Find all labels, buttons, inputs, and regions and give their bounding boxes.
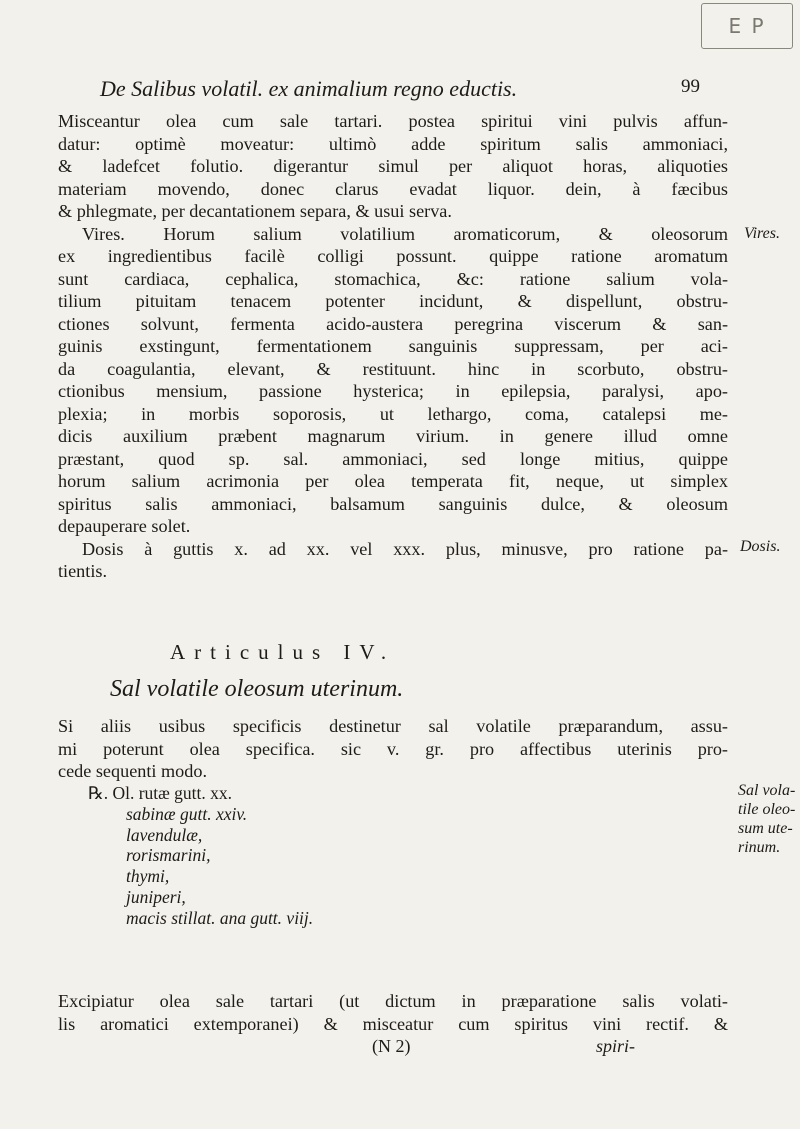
recipe-item: rorismarini,: [126, 845, 211, 866]
text-line: tilium pituitam tenacem potenter incidunt, & dispellunt, obstru-: [58, 291, 728, 311]
text-line: ex ingredientibus facilè colligi possunt. quippe ratione aromatum: [58, 246, 728, 266]
text-line: Excipiatur olea sale tartari (ut dictum in præparatione salis volati-: [58, 991, 728, 1011]
recipe-item: thymi,: [126, 866, 170, 887]
recipe-item: juniperi,: [126, 886, 186, 907]
text-line: ctionibus mensium, passione hysterica; in epilepsia, paralysi, apo-: [58, 381, 728, 401]
running-title: De Salibus volatil. ex animalium regno eductis.: [100, 76, 518, 101]
text-line: spiritus salis ammoniaci, balsamum sanguinis dulce, & oleosum: [58, 493, 728, 514]
text-line: depauperare solet.: [58, 516, 191, 536]
text-line: Misceantur olea cum sale tartari. postea spiritui vini pulvis affun-: [58, 111, 728, 131]
text-line: & phlegmate, per decantationem separa, & usui serva.: [58, 201, 452, 221]
margin-note-vires: Vires.: [744, 225, 780, 242]
signature-mark: (N 2): [372, 1036, 411, 1056]
text-line: plexia; in morbis soporosis, ut lethargo, coma, catalepsi me-: [58, 403, 728, 424]
text-line: guinis exstingunt, fermentationem sanguinis suppressam, per aci-: [58, 336, 728, 356]
text-line: materiam movendo, donec clarus evadat liquor. dein, à fæcibus: [58, 178, 728, 199]
text-line: præstant, quod sp. sal. ammoniaci, sed longe mitius, quippe: [58, 448, 728, 469]
text-block-3: [58, 990, 728, 1035]
margin-note-line: Sal vola-: [738, 782, 796, 799]
recipe-item: lavendulæ,: [126, 824, 203, 845]
text-line: & ladefcet folutio. digerantur simul per aliquot horas, aliquoties: [58, 156, 728, 176]
recipe-item: macis stillat. ana gutt. viij.: [126, 907, 314, 928]
margin-note-dosis: Dosis.: [740, 538, 781, 555]
text-line: ctiones solvunt, fermenta acido-austera peregrina viscerum & san-: [58, 313, 728, 334]
text-line: Vires. Horum salium volatilium aromaticorum, & oleosorum: [82, 223, 728, 244]
text-block-2: [58, 715, 728, 783]
text-line: datur: optimè moveatur: ultimò adde spiritum salis ammoniaci,: [58, 133, 728, 154]
text-line: Si aliis usibus specificis destinetur sal volatile præparandum, assu-: [58, 716, 728, 736]
text-line: mi poterunt olea specifica. sic v. gr. pro affectibus uterinis pro-: [58, 738, 728, 759]
text-line: horum salium acrimonia per olea temperata fit, neque, ut simplex: [58, 471, 728, 491]
margin-note-line: rinum.: [738, 839, 781, 856]
running-header: [100, 76, 700, 106]
dosis-line: tientis.: [58, 561, 108, 581]
margin-note-line: sum ute-: [738, 820, 793, 837]
text-line: sunt cardiaca, cephalica, stomachica, &c: ratione salium vola-: [58, 268, 728, 289]
library-stamp: E P: [701, 3, 793, 49]
margin-note-line: tile oleo-: [738, 801, 796, 818]
dosis-line: Dosis à guttis x. ad xx. vel xxx. plus, minusve, pro ratione pa-: [82, 538, 728, 559]
text-line: dicis auxilium præbent magnarum virium. in genere illud omne: [58, 426, 728, 446]
recipe-item: sabinæ gutt. xxiv.: [126, 803, 248, 824]
margin-note-sal-volatile: [738, 781, 798, 857]
recipe-item: ℞. Ol. rutæ gutt. xx.: [88, 783, 233, 803]
recipe-list: [88, 783, 588, 929]
section-subtitle: Sal volatile oleosum uterinum.: [110, 676, 404, 702]
catchword: spiri-: [596, 1036, 636, 1056]
text-line: cede sequenti modo.: [58, 761, 207, 781]
text-line: da coagulantia, elevant, & restituunt. hinc in scorbuto, obstru-: [58, 358, 728, 379]
text-block-1: [58, 110, 728, 583]
page-number: 99: [681, 76, 700, 97]
text-line: lis aromatici extemporanei) & misceatur cum spiritus vini rectif. &: [58, 1013, 728, 1034]
article-heading: Articulus IV.: [170, 640, 396, 664]
